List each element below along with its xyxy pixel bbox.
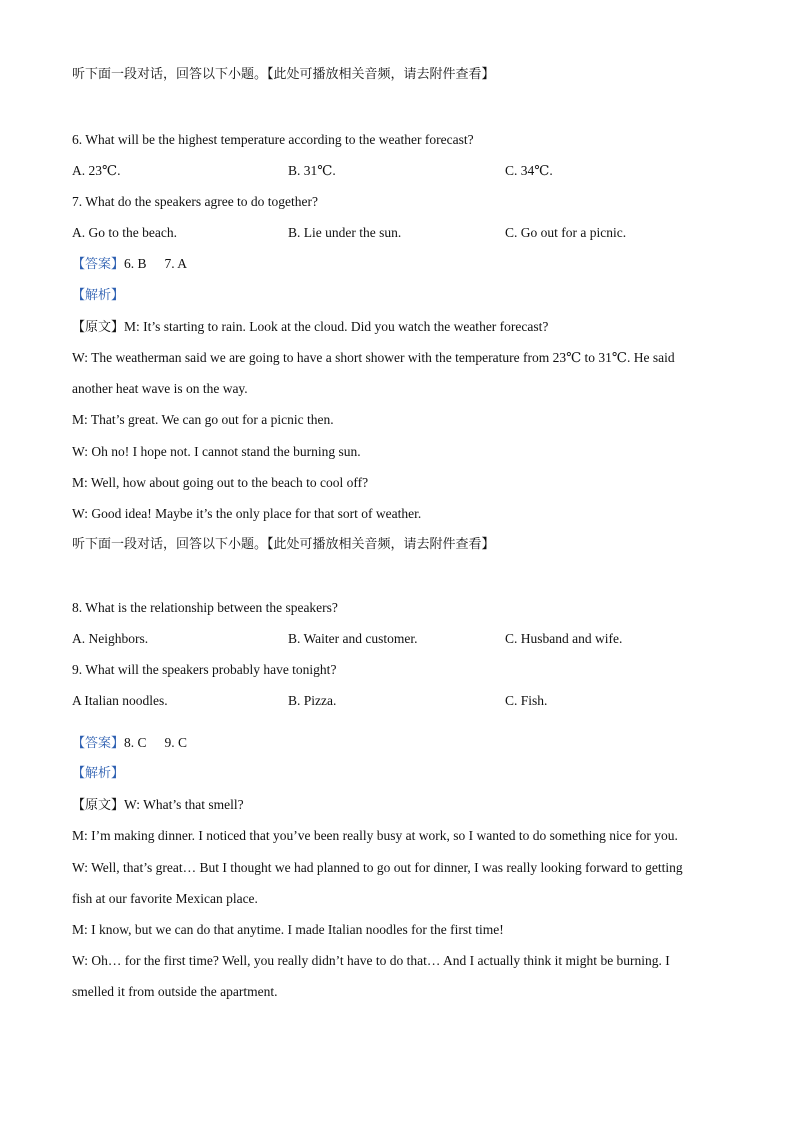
transcript-line: smelled it from outside the apartment. bbox=[72, 984, 278, 999]
q7-option-a: A. Go to the beach. bbox=[72, 225, 177, 240]
q9-option-c: C. Fish. bbox=[505, 693, 548, 708]
transcript-line bbox=[72, 318, 548, 337]
answer-6: 6. B bbox=[124, 256, 147, 271]
answer-label: 【答案】 bbox=[72, 736, 125, 751]
answer-label: 【答案】 bbox=[72, 257, 125, 272]
question-6: 6. What will be the highest temperature according to the weather forecast? bbox=[72, 132, 474, 147]
transcript-line: W: Oh no! I hope not. I cannot stand the burning sun. bbox=[72, 444, 361, 459]
transcript-line: W: Good idea! Maybe it’s the only place for that sort of weather. bbox=[72, 506, 422, 521]
q6-option-a: A. 23℃. bbox=[72, 163, 121, 178]
question-9: 9. What will the speakers probably have tonight? bbox=[72, 662, 337, 677]
q7-option-b: B. Lie under the sun. bbox=[288, 225, 402, 240]
transcript-line: fish at our favorite Mexican place. bbox=[72, 891, 258, 906]
transcript-line: M: I know, but we can do that anytime. I made Italian noodles for the first time! bbox=[72, 922, 504, 937]
question-8: 8. What is the relationship between the speakers? bbox=[72, 600, 338, 615]
transcript-line: W: The weatherman said we are going to have a short shower with the temperature from 23℃ to 31℃. He said bbox=[72, 350, 675, 365]
transcript-label: 【原文】 bbox=[72, 320, 125, 335]
transcript-text: M: It’s starting to rain. Look at the cloud. Did you watch the weather forecast? bbox=[124, 319, 549, 334]
transcript-line: M: I’m making dinner. I noticed that you’ve been really busy at work, so I wanted to do something nice for you. bbox=[72, 828, 678, 843]
q6-option-c: C. 34℃. bbox=[505, 163, 553, 178]
analysis-label: 【解析】 bbox=[72, 766, 125, 781]
transcript-line bbox=[72, 796, 244, 815]
answer-8: 8. C bbox=[124, 735, 147, 750]
transcript-line: W: Well, that’s great… But I thought we had planned to go out for dinner, I was really looking forward to getting bbox=[72, 860, 683, 875]
q7-option-c: C. Go out for a picnic. bbox=[505, 225, 627, 240]
q8-option-a: A. Neighbors. bbox=[72, 631, 149, 646]
transcript-line: another heat wave is on the way. bbox=[72, 381, 248, 396]
answer-9: 9. C bbox=[164, 735, 188, 750]
question-7: 7. What do the speakers agree to do together? bbox=[72, 194, 319, 209]
answer-line bbox=[72, 734, 187, 753]
q8-option-c: C. Husband and wife. bbox=[505, 631, 623, 646]
section-instruction: 听下面一段对话，回答以下小题。【此处可播放相关音频，请去附件查看】 bbox=[72, 537, 495, 552]
transcript-line: M: Well, how about going out to the beach to cool off? bbox=[72, 475, 369, 490]
analysis-label: 【解析】 bbox=[72, 288, 125, 303]
q9-option-a: A Italian noodles. bbox=[72, 693, 168, 708]
q6-option-b: B. 31℃. bbox=[288, 163, 336, 178]
transcript-label: 【原文】 bbox=[72, 798, 125, 813]
transcript-text: W: What’s that smell? bbox=[124, 797, 244, 812]
answer-line bbox=[72, 255, 187, 274]
transcript-line: M: That’s great. We can go out for a picnic then. bbox=[72, 412, 334, 427]
q8-option-b: B. Waiter and customer. bbox=[288, 631, 418, 646]
q9-option-b: B. Pizza. bbox=[288, 693, 337, 708]
transcript-line: W: Oh… for the first time? Well, you really didn’t have to do that… And I actually think it might be burning. I bbox=[72, 953, 670, 968]
section-instruction: 听下面一段对话，回答以下小题。【此处可播放相关音频，请去附件查看】 bbox=[72, 67, 495, 82]
answer-7: 7. A bbox=[164, 256, 188, 271]
